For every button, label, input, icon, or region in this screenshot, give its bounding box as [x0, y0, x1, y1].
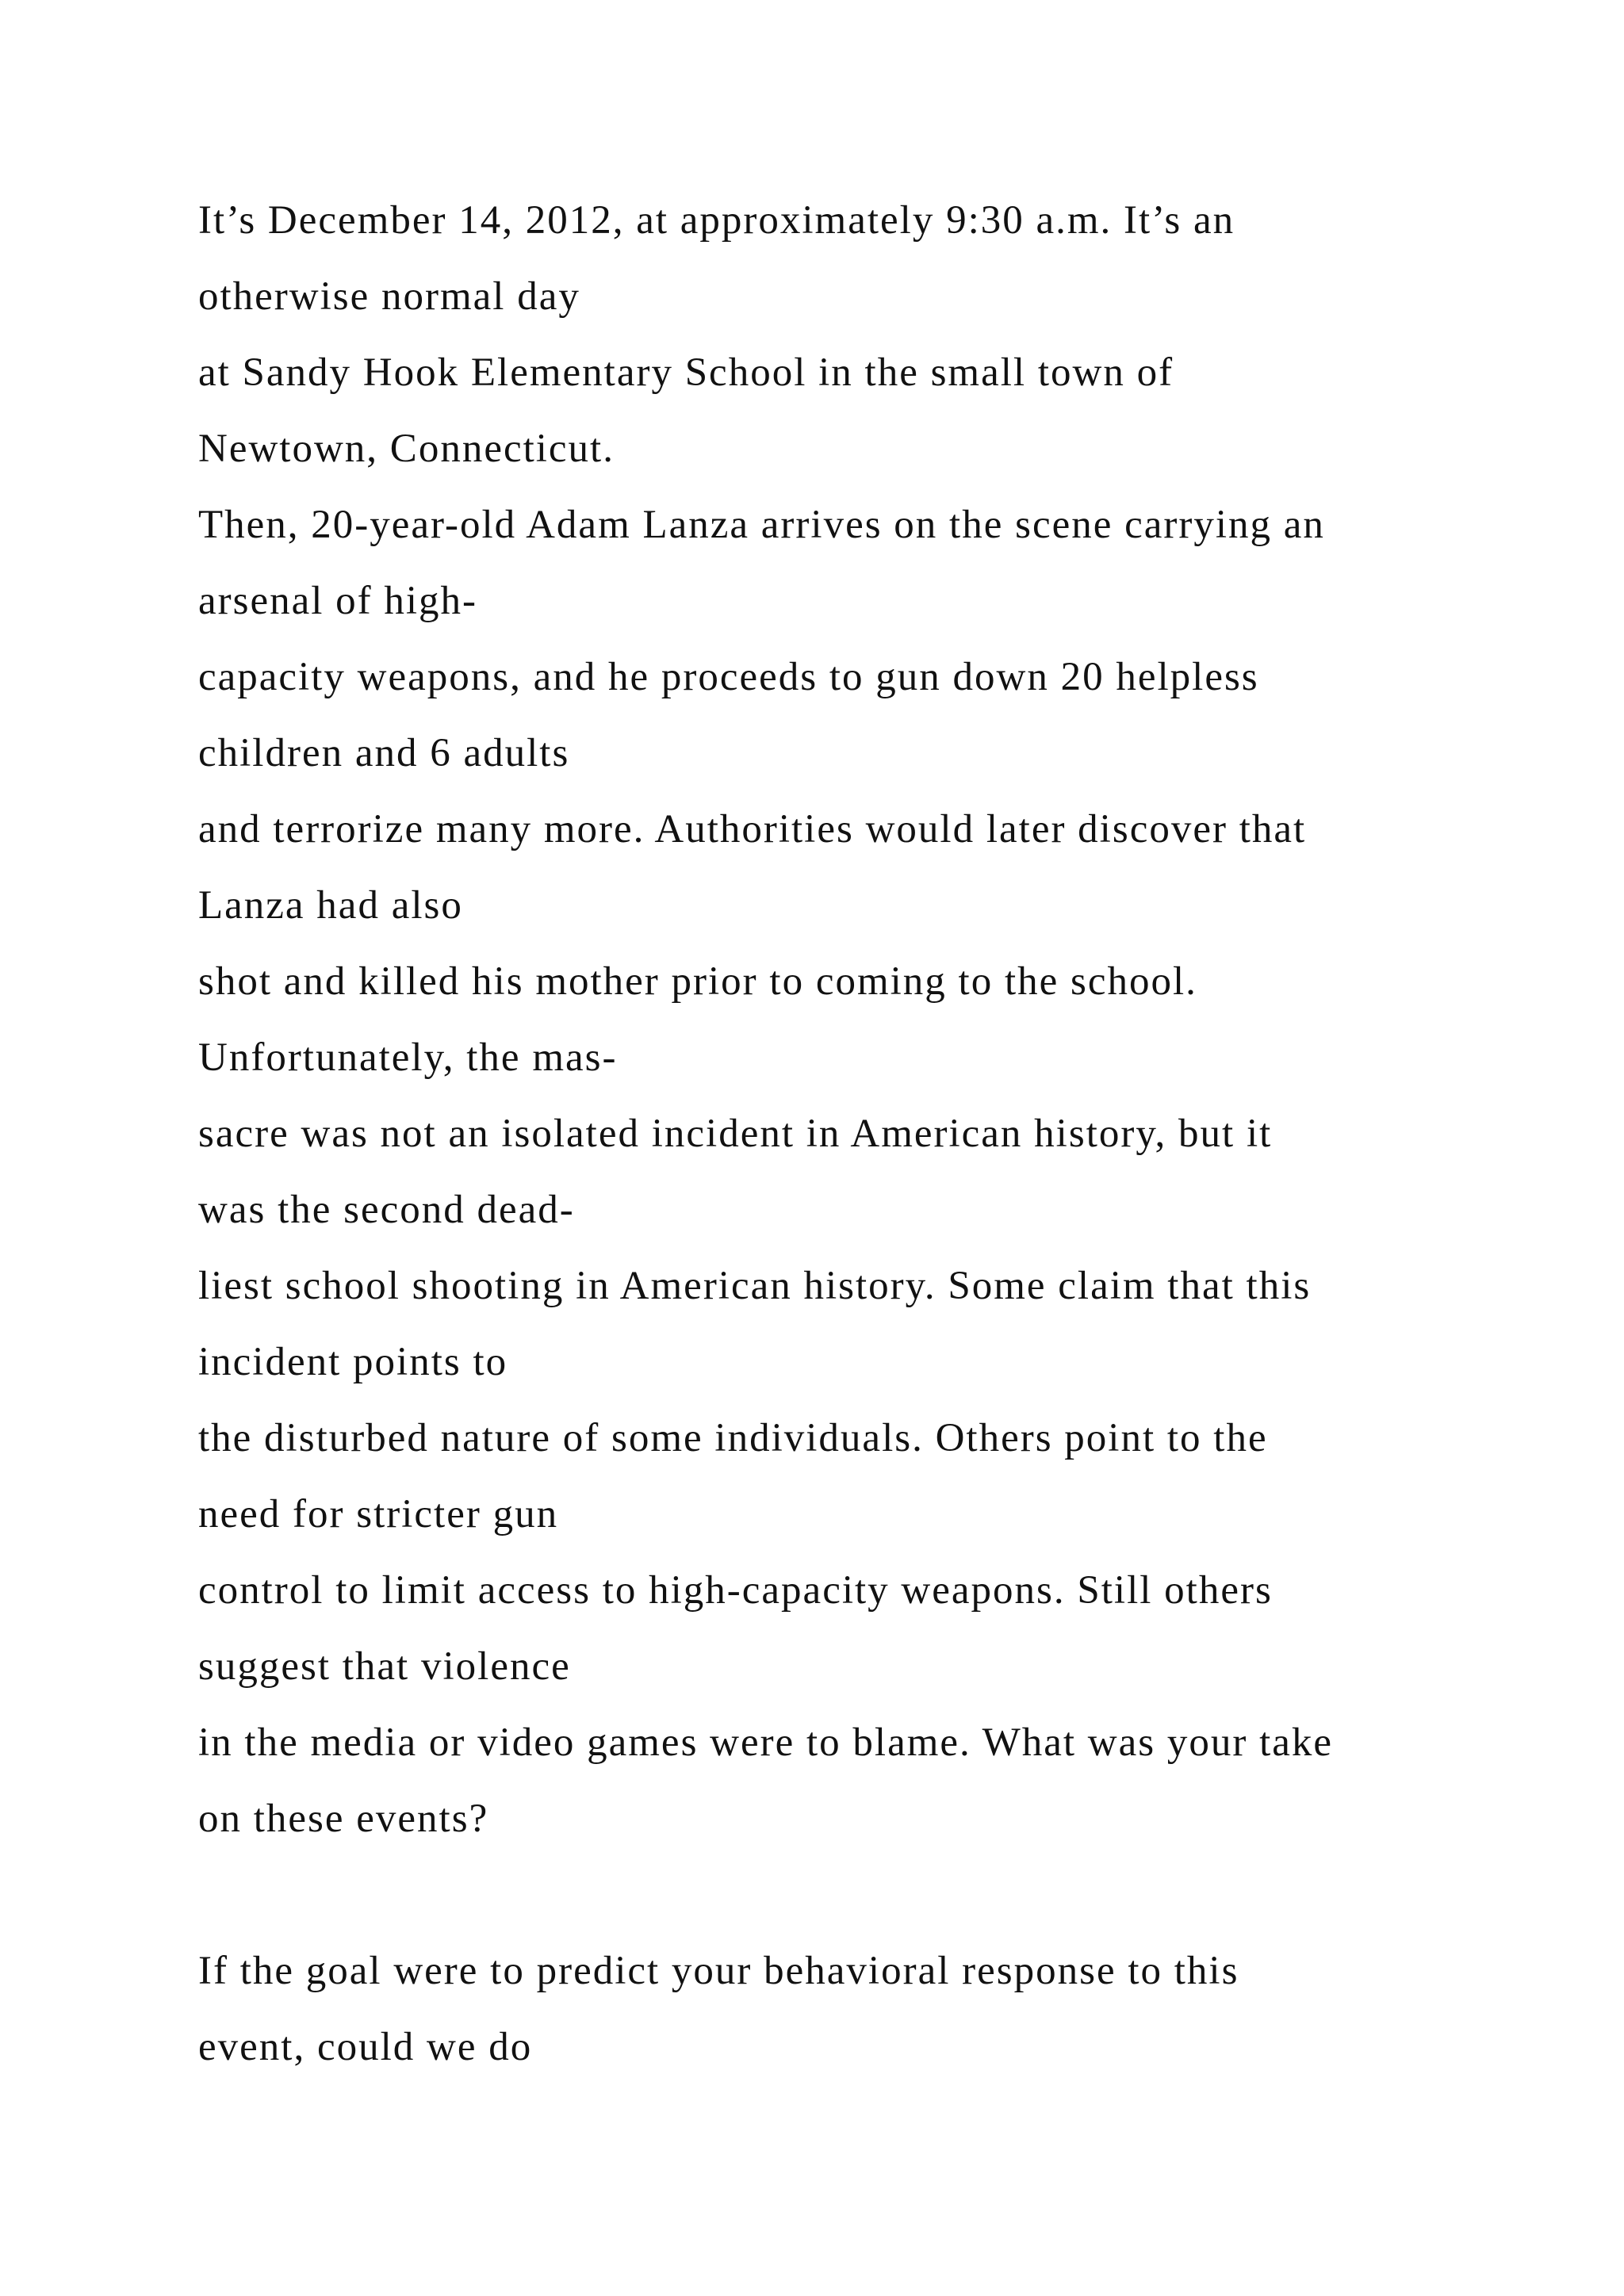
- text-line: and terrorize many more. Authorities would later discover that: [198, 807, 1307, 851]
- body-text: [198, 182, 1546, 2085]
- text-line: control to limit access to high-capacity weapons. Still others: [198, 1568, 1273, 1613]
- text-line: otherwise normal day: [198, 274, 580, 319]
- text-line: sacre was not an isolated incident in American history, but it: [198, 1112, 1273, 1156]
- text-line: suggest that violence: [198, 1644, 571, 1689]
- text-line: children and 6 adults: [198, 731, 570, 775]
- paragraph-spacer: [198, 1857, 1546, 1933]
- text-line: Unfortunately, the mas-: [198, 1035, 618, 1080]
- text-line: Newtown, Connecticut.: [198, 427, 615, 471]
- text-line: incident points to: [198, 1340, 508, 1384]
- text-line: arsenal of high-: [198, 579, 478, 623]
- text-line: in the media or video games were to blame. What was your take: [198, 1720, 1334, 1765]
- text-line: capacity weapons, and he proceeds to gun down 20 helpless: [198, 655, 1259, 699]
- text-line: liest school shooting in American history. Some claim that this: [198, 1264, 1312, 1308]
- text-line: If the goal were to predict your behavioral response to this: [198, 1949, 1239, 1993]
- text-line: Lanza had also: [198, 883, 463, 928]
- text-line: the disturbed nature of some individuals. Others point to the: [198, 1416, 1268, 1460]
- text-line: shot and killed his mother prior to coming to the school.: [198, 959, 1197, 1004]
- text-line: It’s December 14, 2012, at approximately 9:30 a.m. It’s an: [198, 198, 1235, 243]
- text-line: need for stricter gun: [198, 1492, 559, 1536]
- text-line: was the second dead-: [198, 1188, 575, 1232]
- text-line: event, could we do: [198, 2025, 533, 2069]
- text-line: on these events?: [198, 1797, 489, 1841]
- text-line: Then, 20-year-old Adam Lanza arrives on the scene carrying an: [198, 503, 1325, 547]
- text-line: at Sandy Hook Elementary School in the small town of: [198, 350, 1174, 395]
